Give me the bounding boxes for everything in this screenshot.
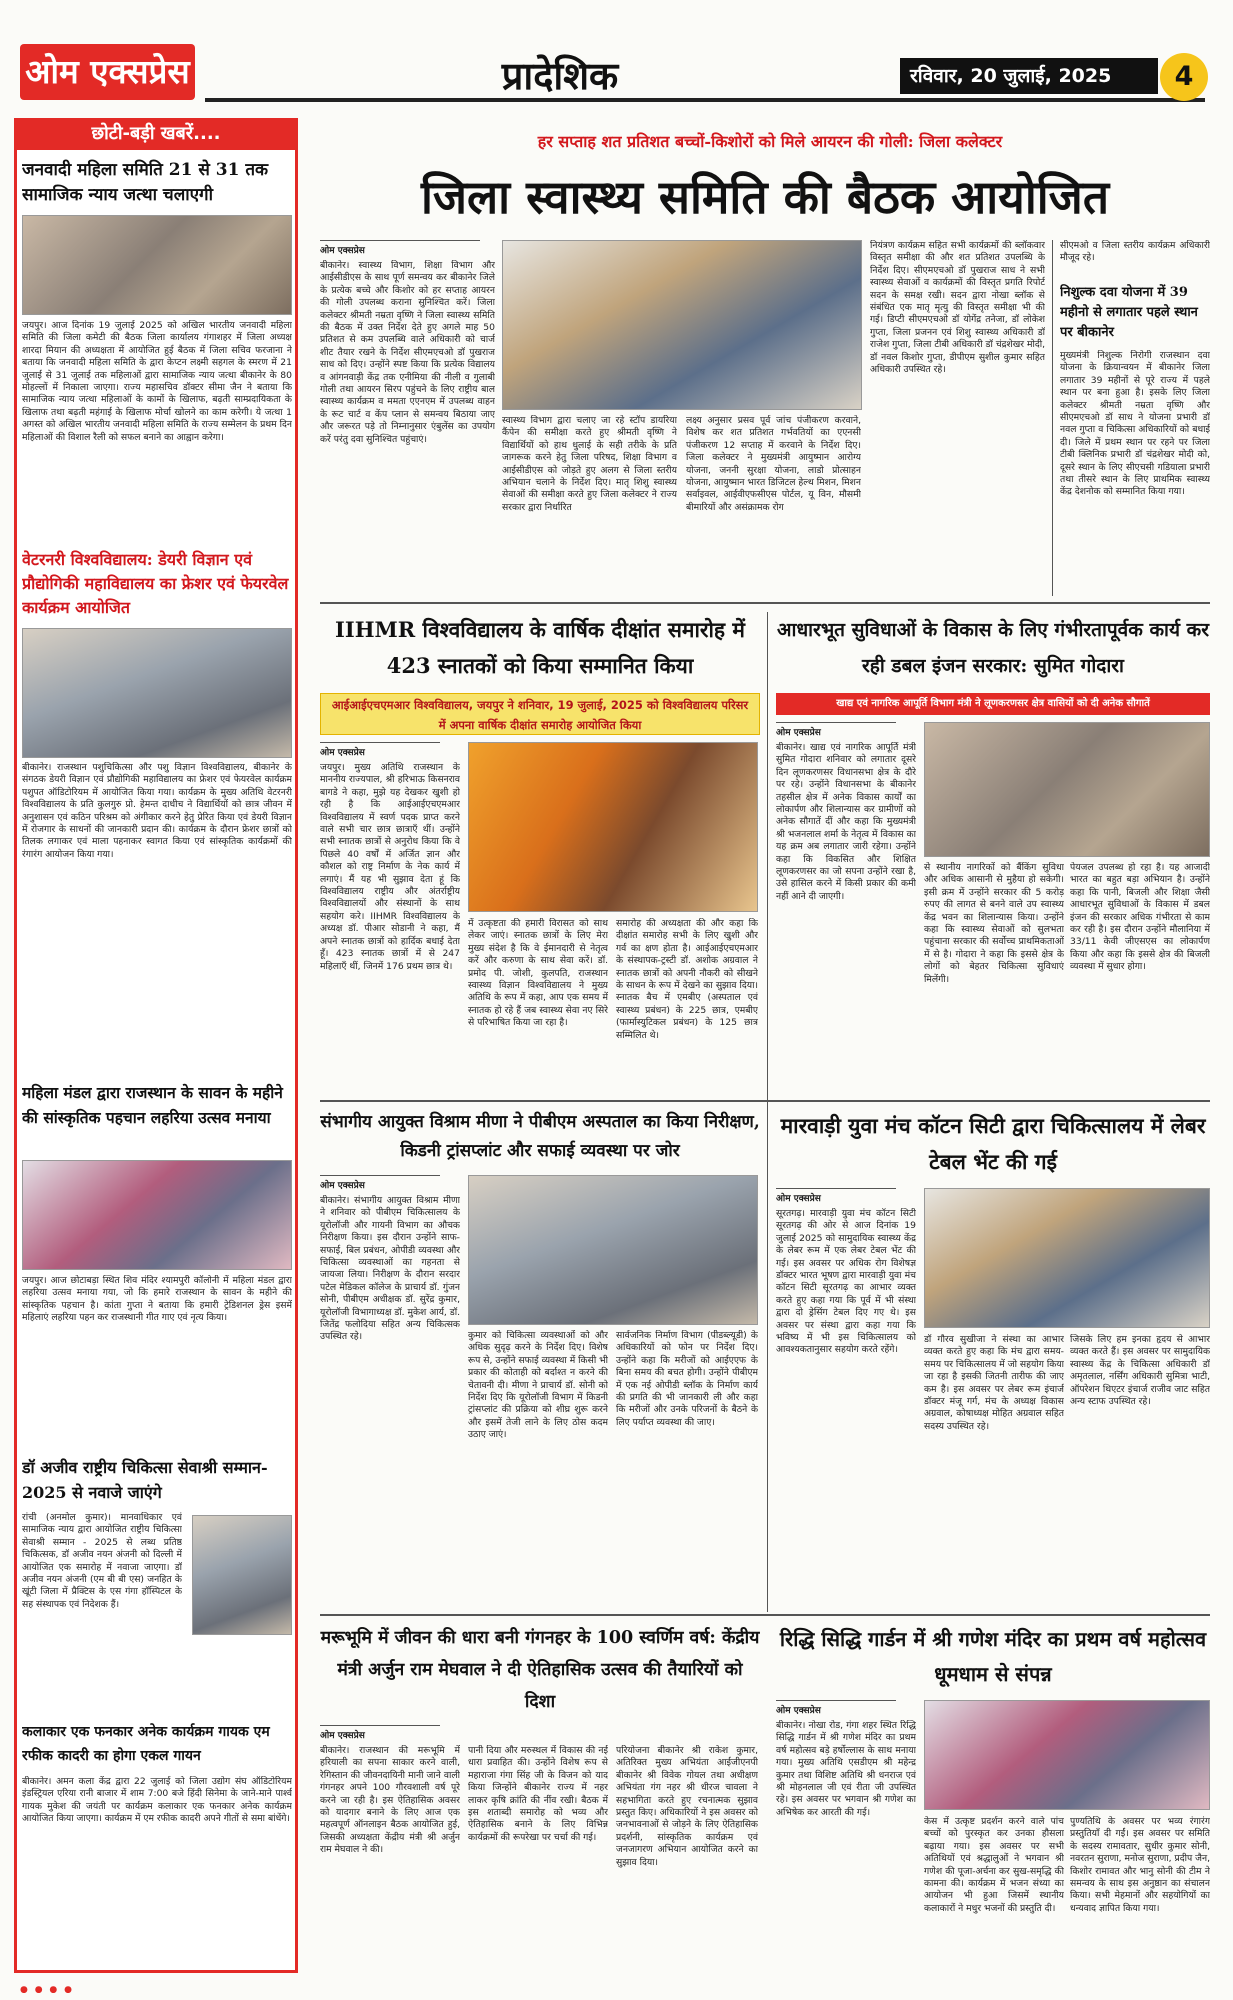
story-body: बीकानेर। राजस्थान की मरूभूमि में हरियाली का सपना साकार करने वाली, रेगिस्तान की जीवनदायिनी मानी जाने वाली गंगनहर अपने 100 गौरवशाली वर्ष पूरे करने जा रही है। इस ऐतिहासिक अवसर को यादगार बनाने के लिए आज एक महत्वपूर्ण ऑनलाइन बैठक आयोजित हुई, जिसकी अध्यक्षता केंद्रीय मंत्री श्री अर्जुन राम मेघवाल ने की। <box>320 1745 460 1856</box>
story-body: परियोजना बीकानेर श्री राकेश कुमार, अतिरिक्त मुख्य अभियंता आईजीएनपी बीकानेर श्री विवेक गोयल तथा अधीक्षण अभियंता गंग नहर श्री धीरज चावला ने सहभागिता करते हुए रचनात्मक सुझाव प्रस्तुत किए। अधिकारियों ने इस अवसर को जनभावनाओं से जोड़ने के लिए ऐतिहासिक प्रदर्शनी, सांस्कृतिक कार्यक्रम एवं जनजागरण अभियान आयोजित करने का सुझाव दिया। <box>616 1745 758 1868</box>
story-headline: डॉ अजीव राष्ट्रीय चिकित्सा सेवाश्री सम्मान- 2025 से नवाजे जाएंगे <box>22 1458 268 1502</box>
lead-kicker: हर सप्ताह शत प्रतिशत बच्चों-किशोरों को मिले आयरन की गोली: जिला कलेक्टर <box>537 132 1003 151</box>
column-rule <box>767 612 768 1612</box>
story-photo <box>468 1175 758 1325</box>
story-body: बीकानेर। अमन कला केंद्र द्वारा 22 जुलाई को जिला उद्योग संघ ऑडिटोरियम इंडस्ट्रियल एरिया रानी बाजार में शाम 7:00 बजे हिंदी सिनेमा के जाने-माने पार्श्व गायक मुकेश की जयंती पर कार्यक्रम कलाकार एक फनकार अनेक कार्यक्रम आयोजित किया जाएगा। कार्यक्रम में एम रफीक कादरी अपने गीतों से समा बांधेंगे। <box>22 1776 292 1825</box>
story-headline: वेटरनरी विश्वविद्यालय: डेयरी विज्ञान एवं प्रौद्योगिकी महाविद्यालय का फ्रेशर एवं फेयरवेल कार्यक्रम आयोजित <box>22 550 289 617</box>
byline: ओम एक्सप्रेस <box>776 1700 896 1716</box>
story-photo <box>924 722 1210 857</box>
byline: ओम एक्सप्रेस <box>320 1725 440 1741</box>
story-headline: कलाकार एक फनकार अनेक कार्यक्रम गायक एम रफीक कादरी का होगा एकल गायन <box>22 1724 270 1764</box>
story-body: डॉ गौरव सुखीजा ने संस्था का आभार व्यक्त करते हुए कहा कि मंच द्वारा समय-समय पर चिकित्सालय में जो सहयोग किया जा रहा है इसकी जितनी तारीफ की जाए कम है। इस अवसर पर लेबर रूम इंचार्ज डॉक्टर मंजू गर्ग, मंच के अध्यक्ष विकास अग्रवाल, कोषाध्यक्ष मोहित अग्रवाल सहित सदस्य उपस्थित रहे। <box>924 1334 1064 1432</box>
story-body: बीकानेर। खाद्य एवं नागरिक आपूर्ति मंत्री सुमित गोदारा शनिवार को लगातार दूसरे दिन लूणकरणसर विधानसभा क्षेत्र के दौरे पर रहे। उन्होंने विधानसभा के बीकानेर तहसील क्षेत्र में अनेक विकास कार्यों का लोकार्पण और शिलान्यास कर ग्रामीणों को अनेक सौगातें दीं और कहा कि मुख्यमंत्री श्री भजनलाल शर्मा के नेतृत्व में विकास का यह क्रम अब लगातार जारी रहेगा। उन्होंने कहा कि विकसित और शिक्षित लूणकरणसर का जो सपना उन्होंने रखा है, उसे हासिल करने में किसी प्रकार की कमी नहीं आने दी जाएगी। <box>776 742 916 902</box>
story-body: जयपुर। आज छोटाबड़ा स्थित शिव मंदिर श्यामपुरी कॉलोनी में महिला मंडल द्वारा लहरिया उत्सव मनाया गया, जो कि हमारे राजस्थान के सावन के महीने की सांस्कृतिक पहचान है। कांता गुप्ता ने बताया कि हमारी ट्रेडिशनल ड्रेस इसमें महिलाएं लहरिया पहन कर राजस्थानी गीत गाए एवं नृत्य किया। <box>22 1275 292 1324</box>
sidebar-body: मुख्यमंत्री निशुल्क निरोगी राजस्थान दवा योजना के क्रियान्वयन में बीकानेर जिला लगातार 39 महीनों से पूरे राज्य में पहले स्थान पर बना हुआ है। इसके लिए जिला कलेक्टर श्रीमती नम्रता वृष्णि और सीएमएचओ डॉ साध ने योजना प्रभारी डॉ नवल गुप्ता व चिकित्सा अधिकारियों को बधाई दी। जिले में प्रथम स्थान पर रहने पर जिला टीबी क्लिनिक प्रभारी डॉ चंद्रशेखर मोदी को, दूसरे स्थान के लिए सीएचसी गडियाला प्रभारी तथा तीसरे स्थान के लिए प्राथमिक स्वास्थ्य केंद्र देशनोक को सम्मानित किया गया। <box>1060 350 1210 498</box>
section-divider <box>320 1614 1210 1616</box>
story-headline: जनवादी महिला समिति 21 से 31 तक सामाजिक न्याय जत्था चलाएगी <box>22 160 269 205</box>
lead-body-4: नियंत्रण कार्यक्रम सहित सभी कार्यक्रमों की ब्लॉकवार विस्तृत समीक्षा की और शत प्रतिशत उपलब्धि के निर्देश दिए। सीएमएचओ डॉ पुखराज साध ने सभी स्वास्थ्य सेवाओं व कार्यक्रमों की विस्तृत प्रगति रिपोर्ट सदन के समक्ष रखी। सदन द्वारा नोखा ब्लॉक से संबंधित एक मातृ मृत्यु की विस्तृत समीक्षा भी की गई। डिप्टी सीएमएचओ डॉ योगेंद्र तनेजा, डॉ लोकेश गुप्ता, जिला प्रजनन एवं शिशु स्वास्थ्य अधिकारी डॉ राजेश गुप्ता, जिला टीबी अधिकारी डॉ चंद्रशेखर मोदी, डॉ नवल किशोर गुप्ता, डीपीएम सुशील कुमार सहित अधिकारी उपस्थित रहे। <box>870 240 1045 376</box>
section-divider <box>320 602 1210 604</box>
story-body: पानी दिया और मरुस्थल में विकास की नई धारा प्रवाहित की। उन्होंने विशेष रूप से महाराजा गंगा सिंह जी के विजन को याद किया जिन्होंने बीकानेर राज्य में नहर लाकर कृषि क्रांति की नींव रखी। बैठक में इस शताब्दी समारोह को भव्य और ऐतिहासिक बनाने के लिए विभिन्न कार्यक्रमों की रूपरेखा पर चर्चा की गई। <box>468 1745 608 1843</box>
lead-body-1: बीकानेर। स्वास्थ्य विभाग, शिक्षा विभाग और आईसीडीएस के साथ पूर्ण समन्वय कर बीकानेर जिले के प्रत्येक बच्चे और किशोर को हर सप्ताह आयरन की गोली उपलब्ध कराना सुनिश्चित करें। जिला कलेक्टर श्रीमती नम्रता वृष्णि ने जिला स्वास्थ्य समिति की बैठक में उक्त निर्देश देते हुए अगले माह 50 प्रतिशत से कम उपलब्धि वाले अधिकारी को चार्ज शीट तैयार रखने के निर्देश सीएमएचओ डॉ पुखराज साध को दिए। उन्होंने स्पष्ट किया कि प्रत्येक विद्यालय व आंगनवाड़ी केंद्र तक एनीमिया की नीली व गुलाबी गोली तथा आयरन सिरप पहुंचने के लिए राष्ट्रीय बाल स्वास्थ्य कार्यक्रम व ममता एएनएम में उपलब्ध वाहन के रूट चार्ट व केंप प्लान से समन्वय बिठाया जाए और जरूरत पड़े तो निम्नानुसार एंबुलेंस का उपयोग करें परंतु दवा सुनिश्चित पहुंचाएं। <box>320 260 495 445</box>
byline: ओम एक्सप्रेस <box>320 240 480 256</box>
byline: ओम एक्सप्रेस <box>320 1175 440 1191</box>
issue-date: रविवार, 20 जुलाई, 2025 <box>900 58 1158 94</box>
story-photo <box>468 742 758 912</box>
page-number: 4 <box>1160 53 1208 101</box>
story-body: बीकानेर। संभागीय आयुक्त विश्राम मीणा ने शनिवार को पीबीएम चिकित्सालय के यूरोलॉजी और गायनी विभाग का औचक निरीक्षण किया। इस दौरान उन्होंने साफ-सफाई, बिल प्रबंधन, ओपीडी व्यवस्था और चिकित्सा व्यवस्थाओं का गहनता से जायजा लिया। निरीक्षण के दौरान सरदार पटेल मेडिकल कॉलेज के प्राचार्य डॉ. गुंजन सोनी, पीबीएम अधीक्षक डॉ. सुरेंद्र कुमार, यूरोलॉजी विभागाध्यक्ष डॉ. मुकेश आर्य, डॉ. जितेंद्र फलोदिया सहित अन्य चिकित्सक उपस्थित रहे। <box>320 1195 460 1343</box>
lead-body-3: लक्ष्य अनुसार प्रसव पूर्व जांच पंजीकरण करवाने, विशेष कर शत प्रतिशत गर्भवतियों का एएनसी पंजीकरण 12 सप्ताह में करवाने के निर्देश दिए। जिला कलेक्टर ने मुख्यमंत्री आयुष्मान आरोग्य योजना, जननी सुरक्षा योजना, लाडो प्रोत्साहन योजना, आयुष्मान भारत डिजिटल हेल्थ मिशन, मिशन सर्वाइवल, आईवीएफसीएस पोर्टल, यू विन, मौसमी बीमारियों और असंक्रामक रोग <box>686 415 861 513</box>
story-body: केस में उत्कृष्ट प्रदर्शन करने वाले पांच बच्चों को पुरस्कृत कर उनका हौसला बढ़ाया गया। इस अवसर पर सभी अतिथियों एवं श्रद्धालुओं ने भगवान श्री गणेश की पूजा-अर्चना कर सुख-समृद्धि की कामना की। कार्यक्रम में भजन संध्या का आयोजन भी हुआ जिसमें स्थानीय कलाकारों ने मधुर भजनों की प्रस्तुति दी। <box>924 1816 1064 1914</box>
story-body: पेयजल उपलब्ध हो रहा है। यह आजादी भारत का बहुत बड़ा अभियान है। उन्होंने कहा कि पानी, बिजली और शिक्षा जैसी आधारभूत सुविधाओं के विकास में डबल इंजन की सरकार अधिक गंभीरता से काम कर रही है। इस दौरान उन्होंने मौलानिया में 33/11 केवी जीएसएस का लोकार्पण किया और कहा कि इससे क्षेत्र की बिजली व्यवस्था में सुधार होगा। <box>1070 862 1210 973</box>
story-body: बीकानेर। राजस्थान पशुचिकित्सा और पशु विज्ञान विश्वविद्यालय, बीकानेर के संगठक डेयरी विज्ञान एवं प्रौद्योगिकी महाविद्यालय का फ्रेशर एवं फेयरवेल कार्यक्रम पशुपत ऑडिटोरियम में आयोजित किया गया। कार्यक्रम के मुख्य अतिथि वेटरनरी विश्वविद्यालय के प्रति कुलगुरु प्रो. हेमन्त दाधीच ने विद्यार्थियों को छात्र जीवन में अनुशासन एवं कठिन परिश्रम को अंगीकार करने हेतु प्रेरित किया एवं डेयरी विज्ञान में रोजगार के साधनों की जानकारी प्रदान की। कार्यक्रम के दौरान फ्रेशर छात्रों को तिलक लगाकर एवं माला पहनाकर स्वागत किया एवं सांस्कृतिक कार्यक्रमों की रंगारंग आयोजन किया गया। <box>22 762 292 860</box>
story-photo <box>22 628 292 758</box>
section-title: प्रादेशिक <box>501 53 619 98</box>
section-rule <box>205 98 1205 102</box>
color-registration-marks: ● ● ● ● <box>20 1985 74 1993</box>
sidebar-headline: निशुल्क दवा योजना में 39 महीनो से लगातार पहले स्थान पर बीकानेर <box>1060 285 1198 340</box>
story-body: पुण्यतिथि के अवसर पर भव्य रंगारंग प्रस्तुतियाँ दी गईं। इस अवसर पर समिति के सदस्य रामावतार, सुधीर कुमार सोनी, नवरतन सुराणा, मनोज सुराणा, प्रदीप जैन, किशोर रामावत और भानु सोनी की टीम ने समन्वय के साथ इस अनुष्ठान का संचालन किया। सभी मेहमानों और सहयोगियों का धन्यवाद ज्ञापित किया गया। <box>1070 1816 1210 1914</box>
story-body: समारोह की अध्यक्षता की और कहा कि दीक्षांत समारोह सभी के लिए खुशी और गर्व का क्षण होता है। आईआईएचएमआर के संस्थापक-ट्रस्टी डॉ. अशोक अग्रवाल ने स्नातक छात्रों को अपनी नौकरी को सीखने के साधन के रूप में देखने का सुझाव दिया। स्नातक बैच में एमबीए (अस्पताल एवं स्वास्थ्य प्रबंधन) के 225 छात्र, एमबीए (फार्मास्युटिकल प्रबंधन) के 125 छात्र सम्मिलित थे। <box>616 918 758 1041</box>
byline: ओम एक्सप्रेस <box>776 722 896 738</box>
story-body: सार्वजनिक निर्माण विभाग (पीडब्ल्यूडी) के अधिकारियों को फोन पर निर्देश दिए। उन्होंने कहा कि मरीजों को आईएएफ के बिना समय की बचत होगी। उन्होंने पीबीएम में एक नई ओपीडी ब्लॉक के निर्माण कार्य की प्रगति की भी जानकारी ली और कहा कि मरीजों और उनके परिजनों के बैठने के लिए पर्याप्त व्यवस्था की जाए। <box>616 1330 758 1428</box>
story-body: में उत्कृष्टता की हमारी विरासत को साथ लेकर जाएं। स्नातक छात्रों के लिए मेरा मुख्य संदेश है कि वे ईमानदारी से नेतृत्व करें और करुणा के साथ सेवा करें। डॉ. प्रमोद पी. जोशी, कुलपति, राजस्थान स्वास्थ्य विज्ञान विश्वविद्यालय ने मुख्य अतिथि के रूप में कहा, आप एक समय में स्नातक हो रहे हैं जब स्वास्थ्य सेवा नए सिरे से परिभाषित किया जा रहा है। <box>468 918 608 1029</box>
story-body: जयपुर। मुख्य अतिथि राजस्थान के माननीय राज्यपाल, श्री हरिभाऊ किसनराव बागडे ने कहा, मुझे यह देखकर खुशी हो रही है कि आईआईएचएमआर विश्वविद्यालय में स्वर्ण पदक प्राप्त करने वाले सभी चार छात्र छात्राएँ थीं। उन्होंने सभी स्नातक छात्रों से अनुरोध किया कि वे पिछले 40 वर्षों में अर्जित ज्ञान और कौशल को राष्ट्र निर्माण के नेक कार्य में लगाएं। मैं यह भी सुझाव देता हूं कि विश्वविद्यालय राष्ट्रीय और अंतर्राष्ट्रीय विश्वविद्यालयों और संस्थानों के साथ सहयोग करे। IIHMR विश्वविद्यालय के अध्यक्ष डॉ. पीआर सोडानी ने कहा, मैं अपने स्नातक छात्रों को हार्दिक बधाई देता हूँ। 423 स्नातक छात्रों में से 247 महिलाएँ थीं, जिनमें 176 प्रथम छात्र थे। <box>320 762 460 972</box>
byline: ओम एक्सप्रेस <box>776 1188 896 1204</box>
story-body: जिसके लिए हम इनका हृदय से आभार व्यक्त करते हैं। इस अवसर पर सामुदायिक स्वास्थ्य केंद्र के चिकित्सा अधिकारी डॉ अमृतलाल, नर्सिंग अधिकारी सुमित्रा भाटी, ऑपरेशन थिएटर इंचार्ज राजीव जाट सहित अन्य स्टाफ उपस्थित रहे। <box>1070 1334 1210 1408</box>
story-subhead-band: खाद्य एवं नागरिक आपूर्ति विभाग मंत्री ने लूणकरणसर क्षेत्र वासियों को दी अनेक सौगातें <box>776 693 1210 715</box>
column-rule <box>1052 240 1053 596</box>
story-headline: आधारभूत सुविधाओं के विकास के लिए गंभीरतापूर्वक कार्य कर रही डबल इंजन सरकार: सुमित गोदारा <box>777 619 1209 677</box>
story-headline: IIHMR विश्वविद्यालय के वार्षिक दीक्षांत समारोह में 423 स्नातकों को किया सम्मानित किया <box>335 617 745 678</box>
story-body: सूरतगढ़। मारवाड़ी युवा मंच कॉटन सिटी सूरतगढ़ की ओर से आज दिनांक 19 जुलाई 2025 को सामुदायिक स्वास्थ्य केंद्र के लेबर रूम में एक लेबर टेबल भेंट की गई। इस अवसर पर अधिक रोग विशेषज्ञ डॉक्टर भारत भूषण द्वारा मारवाड़ी युवा मंच कॉटन सिटी सूरतगढ़ का आभार व्यक्त करते हुए कहा गया कि पूर्व में भी संस्था द्वारा दो ड्रेसिंग टेबल दिए गए थे। इस अवसर पर संस्था द्वारा कहा गया कि भविष्य में भी इस चिकित्सालय को आवश्यकतानुसार सहयोग करते रहेंगे। <box>776 1208 916 1356</box>
lead-body-2: स्वास्थ्य विभाग द्वारा चलाए जा रहे स्टॉप डायरिया कैंपेन की समीक्षा करते हुए श्रीमती वृष्णि ने विद्यार्थियों को हाथ धुलाई के सही तरीके के प्रति जागरूक करने हेतु जिला परिषद, शिक्षा विभाग व आईसीडीएस को जोड़ते हुए अलग से जिला स्तरीय अभियान चलाने के निर्देश दिए। मातृ शिशु स्वास्थ्य सेवाओं की समीक्षा करते हुए जिला कलेक्टर ने राज्य सरकार द्वारा निर्धारित <box>502 415 677 513</box>
story-body: कुमार को चिकित्सा व्यवस्थाओं को और अधिक सुदृढ़ करने के निर्देश दिए। विशेष रूप से, उन्होंने सफाई व्यवस्था में किसी भी प्रकार की कोताही को बर्दाश्त न करने की चेतावनी दी। मीणा ने प्राचार्य डॉ. सोनी को निर्देश दिए कि यूरोलॉजी विभाग में किडनी ट्रांसप्लांट की प्रक्रिया को शीघ्र शुरू करने और इसमें तेजी लाने के लिए ठोस कदम उठाए जाएं। <box>468 1330 608 1441</box>
masthead-logo: ओम एक्सप्रेस <box>20 44 195 100</box>
story-body: बीकानेर। नोखा रोड, गंगा शहर स्थित रिद्धि सिद्धि गार्डन में श्री गणेश मंदिर का प्रथम वर्ष महोत्सव बड़े हर्षोल्लास के साथ मनाया गया। मुख्य अतिथि एसडीएम श्री महेन्द्र कुमार तथा विशिष्ट अतिथि श्री धनराज एवं श्री मोहनलाल जी एवं रीता जी उपस्थित रहे। इस अवसर पर भगवान श्री गणेश का अभिषेक कर आरती की गई। <box>776 1720 916 1818</box>
story-body: रांची (अनमोल कुमार)। मानवाधिकार एवं सामाजिक न्याय द्वारा आयोजित राष्ट्रीय चिकित्सा सेवाश्री सम्मान - 2025 से लब्ध प्रतिष्ठ चिकित्सक, डॉ अजीव नयन अंजनी को दिल्ली में आयोजित एक समारोह में नवाजा जाएगा। डॉ अजीव नयन अंजनी (एम बी बी एस) जनहित के खूंटी जिला में प्रैक्टिस के एस गंगा हॉस्पिटल के सह संस्थापक एवं निदेशक हैं। <box>22 1512 182 1610</box>
story-photo <box>924 1188 1210 1328</box>
story-headline: संभागीय आयुक्त विश्राम मीणा ने पीबीएम अस्पताल का किया निरीक्षण, किडनी ट्रांसप्लांट और सफाई व्यवस्था पर जोर <box>320 1112 760 1161</box>
story-body: से स्थानीय नागरिकों को बैंकिंग सुविधा और अधिक आसानी से मुहैया हो सकेगी। इसी क्रम में उन्होंने सरकार की 5 करोड़ रुपए की लागत से बनने वाले उप स्वास्थ्य केंद्र भवन का शिलान्यास किया। उन्होंने कहा कि स्वास्थ्य सेवाओं को सुलभता पहुंचाना सरकार की सर्वोच्च प्राथमिकताओं में से है। गोदारा ने कहा कि इससे क्षेत्र के लोगों को बेहतर चिकित्सा सुविधाएं मिलेंगी। <box>924 862 1064 985</box>
story-photo <box>22 1160 292 1270</box>
story-headline: महिला मंडल द्वारा राजस्थान के सावन के महीने की सांस्कृतिक पहचान लहरिया उत्सव मनाया <box>22 1083 283 1127</box>
story-headline: मरूभूमि में जीवन की धारा बनी गंगनहर के 100 स्वर्णिम वर्ष: केंद्रीय मंत्री अर्जुन राम मेघवाल ने दी ऐतिहासिक उत्सव की तैयारियों को दिशा <box>320 1628 760 1712</box>
section-divider <box>320 1100 1210 1102</box>
story-body: जयपुर। आज दिनांक 19 जुलाई 2025 को अखिल भारतीय जनवादी महिला समिति की जिला कमेटी की बैठक जिला कार्यालय गंगाशहर में जिला अध्यक्ष शारदा मियान की अध्यक्षता में आयोजित हुई बैठक में जिला सचिव फरजाना ने बताया कि जनवादी महिला समिति के द्वारा केप्टन लक्ष्मी सहगल के स्मरण में 21 जुलाई से 31 जुलाई तक महिलाओं द्वारा सामाजिक न्याय जत्था बीकानेर के 80 मोहल्लों में निकाला जाएगा। राज्य महासचिव डॉक्टर सीमा जैन ने बताया कि सामाजिक न्याय जत्था महिलाओं के कामों के खिलाफ, बढ़ती साम्प्रदायिकता के खिलाफ तथा बढ़ती महंगाई के खिलाफ मोर्चा खोलने का काम करेगी। ये जत्था 1 अगस्त को अखिल भारतीय जनवादी महिला समिति के राज्य सम्मेलन के प्रथम दिन महिलाओं की विशाल रैली को सफल बनाने का आह्वान करेगा। <box>22 320 292 443</box>
lead-photo <box>502 240 862 410</box>
lead-headline: जिला स्वास्थ्य समिति की बैठक आयोजित <box>420 170 1110 224</box>
lead-body-5: सीएमओ व जिला स्तरीय कार्यक्रम अधिकारी मौजूद रहे। <box>1060 240 1210 264</box>
story-photo <box>924 1700 1210 1810</box>
story-headline: मारवाड़ी युवा मंच कॉटन सिटी द्वारा चिकित्सालय में लेबर टेबल भेंट की गई <box>780 1113 1206 1174</box>
portrait-photo <box>192 1515 292 1635</box>
byline: ओम एक्सप्रेस <box>320 742 440 758</box>
story-photo <box>22 215 292 315</box>
story-headline: रिद्धि सिद्धि गार्डन में श्री गणेश मंदिर का प्रथम वर्ष महोत्सव धूमधाम से संपन्न <box>779 1627 1207 1686</box>
story-subhead-band: आईआईएचएमआर विश्वविद्यालय, जयपुर ने शनिवार, 19 जुलाई, 2025 को विश्वविद्यालय परिसर में अपना वार्षिक दीक्षांत समारोह आयोजित किया <box>320 693 760 735</box>
left-column-header: छोटी-बड़ी खबरें.... <box>14 118 298 150</box>
